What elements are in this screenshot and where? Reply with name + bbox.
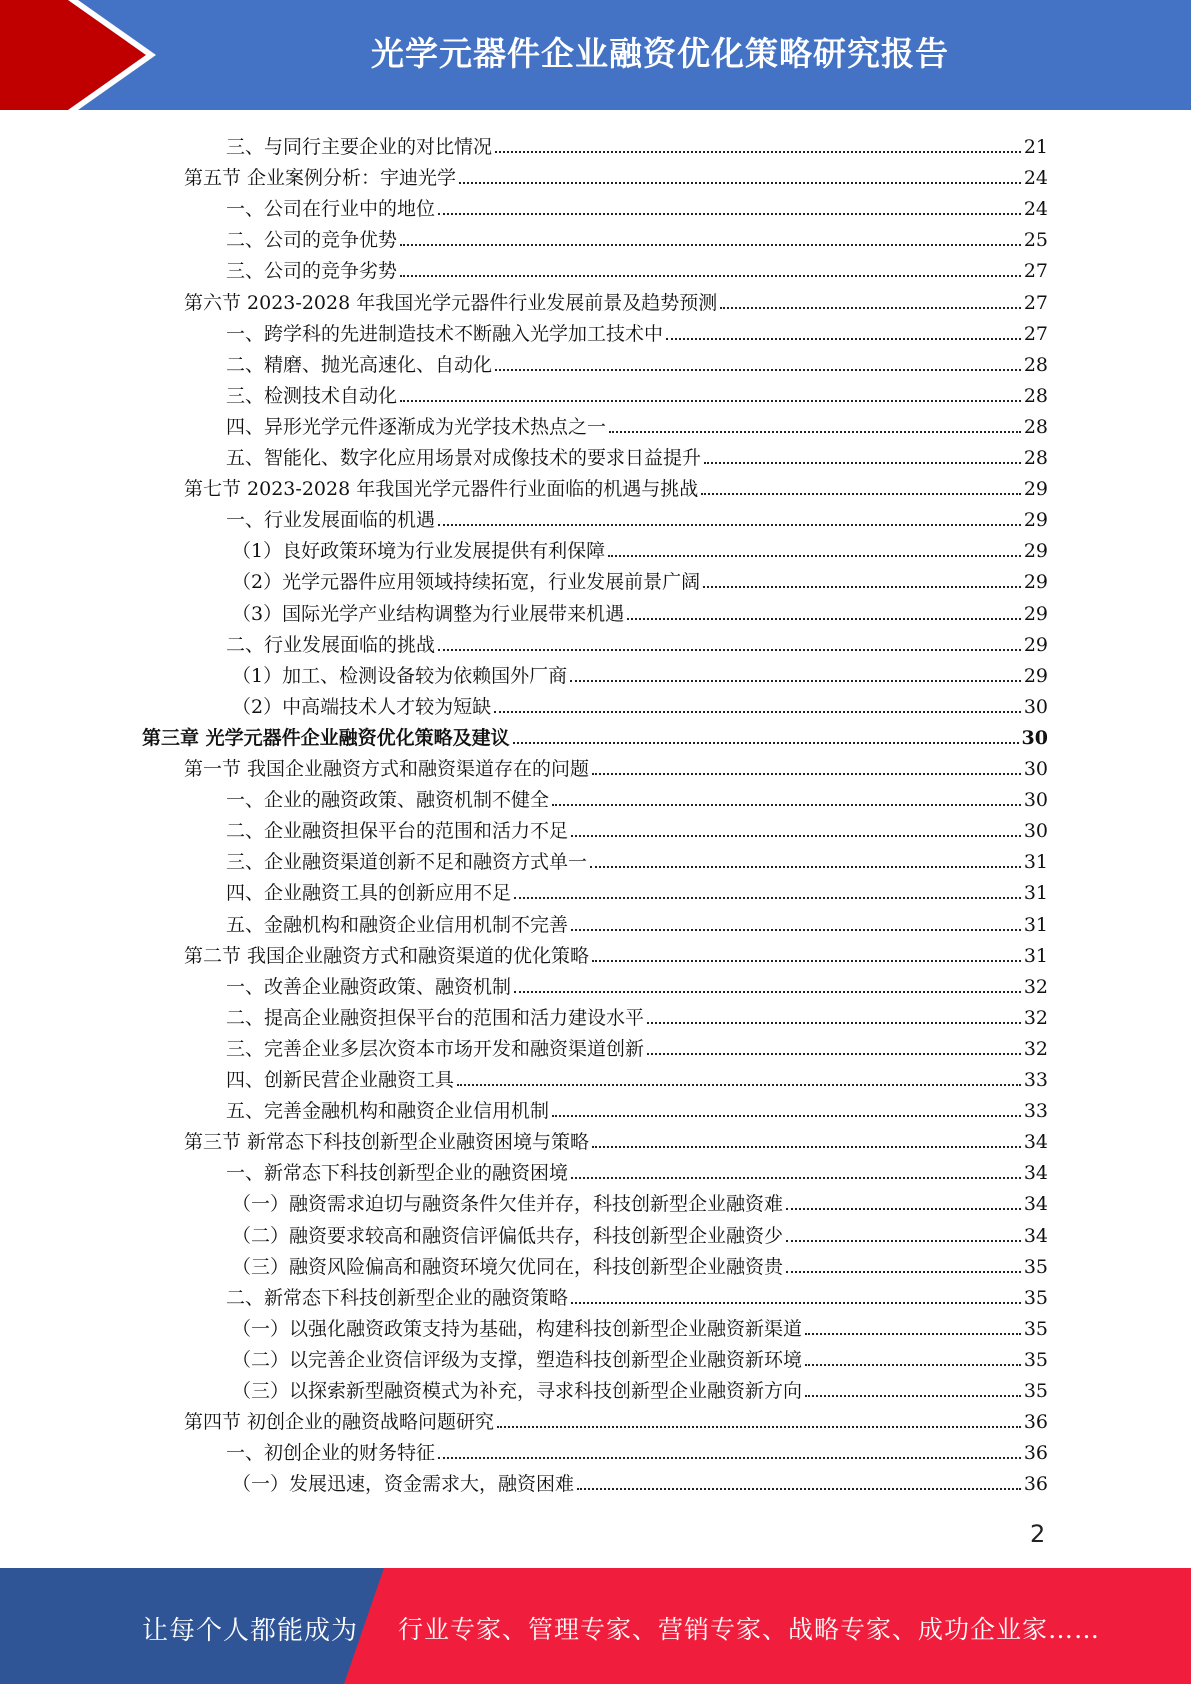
header-red-block (0, 0, 70, 110)
toc-entry-label: 二、提高企业融资担保平台的范围和活力建设水平 (226, 1006, 645, 1029)
toc-entry[interactable] (226, 874, 1048, 905)
page-number: 2 (1030, 1520, 1046, 1548)
toc-entry[interactable] (232, 532, 1048, 563)
toc-entry-page: 30 (1023, 789, 1048, 812)
toc-entry[interactable] (226, 1061, 1048, 1092)
toc-entry-page: 34 (1023, 1131, 1048, 1154)
toc-entry[interactable] (232, 563, 1048, 594)
toc-leader-dots (552, 1115, 1021, 1117)
toc-entry-page: 27 (1023, 291, 1048, 314)
toc-leader-dots (495, 151, 1021, 153)
toc-entry-page: 33 (1023, 1100, 1048, 1123)
toc-entry[interactable] (184, 1123, 1048, 1154)
toc-entry-label: 第一节 我国企业融资方式和融资渠道存在的问题 (184, 758, 590, 780)
toc-leader-dots (457, 1084, 1021, 1086)
toc-entry-page: 31 (1023, 851, 1048, 874)
toc-leader-dots (514, 897, 1021, 899)
toc-leader-dots (497, 1426, 1021, 1428)
toc-entry-page: 33 (1023, 1069, 1048, 1091)
toc-entry-label: （一）融资需求迫切与融资条件欠佳并存，科技创新型企业融资难 (232, 1193, 784, 1216)
toc-entry-label: 三、检测技术自动化 (226, 384, 398, 407)
toc-entry-page: 32 (1023, 1006, 1048, 1029)
toc-entry-label: （2）光学元器件应用领域持续拓宽，行业发展前景广阔 (232, 571, 701, 594)
toc-leader-dots (495, 369, 1021, 371)
toc-entry-page: 28 (1023, 353, 1048, 376)
toc-entry-label: 二、公司的竞争优势 (226, 229, 398, 252)
footer-banner (0, 1568, 1191, 1684)
toc-leader-dots (786, 1271, 1021, 1273)
toc-leader-dots (592, 1146, 1021, 1148)
toc-entry-page: 34 (1023, 1224, 1048, 1247)
toc-entry-page: 29 (1023, 478, 1048, 501)
toc-entry-page: 29 (1023, 571, 1048, 594)
toc-entry-label: 三、完善企业多层次资本市场开发和融资渠道创新 (226, 1037, 645, 1060)
toc-entry[interactable] (232, 1341, 1048, 1372)
toc-leader-dots (647, 1053, 1021, 1055)
toc-leader-dots (513, 742, 1019, 744)
toc-entry[interactable] (226, 221, 1048, 252)
toc-entry-page: 27 (1023, 260, 1048, 283)
toc-entry-label: 三、与同行主要企业的对比情况 (226, 136, 493, 158)
toc-entry-label: 一、企业的融资政策、融资机制不健全 (226, 789, 550, 812)
toc-entry-label: 一、跨学科的先进制造技术不断融入光学加工技术中 (226, 322, 664, 345)
toc-entry-label: 第六节 2023-2028 年我国光学元器件行业发展前景及趋势预测 (184, 291, 718, 314)
toc-entry-page: 24 (1023, 167, 1048, 190)
toc-leader-dots (786, 1208, 1021, 1210)
toc-entry[interactable] (226, 812, 1048, 843)
toc-entry-page: 29 (1023, 509, 1048, 532)
toc-entry-label: 四、企业融资工具的创新应用不足 (226, 882, 512, 905)
toc-entry-page: 31 (1023, 882, 1048, 905)
toc-entry-label: 二、新常态下科技创新型企业的融资策略 (226, 1286, 569, 1309)
toc-leader-dots (459, 182, 1021, 184)
toc-entry[interactable] (226, 1434, 1048, 1465)
toc-entry-page: 27 (1023, 322, 1048, 345)
toc-entry-page: 32 (1023, 975, 1048, 998)
toc-entry[interactable] (184, 284, 1048, 315)
toc-entry-page: 35 (1023, 1255, 1048, 1278)
toc-leader-dots (592, 773, 1021, 775)
toc-entry-page: 30 (1021, 726, 1048, 749)
toc-entry-label: 第七节 2023-2028 年我国光学元器件行业面临的机遇与挑战 (184, 478, 699, 501)
toc-entry-page: 35 (1023, 1348, 1048, 1371)
toc-leader-dots (609, 431, 1021, 433)
header-banner (0, 0, 1191, 110)
toc-entry-label: 四、异形光学元件逐渐成为光学技术热点之一 (226, 415, 607, 438)
toc-leader-dots (701, 493, 1021, 495)
toc-entry-label: 三、公司的竞争劣势 (226, 260, 398, 283)
toc-entry[interactable] (184, 937, 1048, 968)
toc-entry-label: （二）以完善企业资信评级为支撑，塑造科技创新型企业融资新环境 (232, 1348, 803, 1371)
toc-entry-page: 36 (1023, 1442, 1048, 1465)
toc-entry-label: 第二节 我国企业融资方式和融资渠道的优化策略 (184, 944, 590, 967)
toc-entry-label: 五、智能化、数字化应用场景对成像技术的要求日益提升 (226, 447, 702, 469)
toc-entry-label: 二、企业融资担保平台的范围和活力不足 (226, 820, 569, 843)
toc-entry[interactable] (232, 1310, 1048, 1341)
toc-entry-label: 一、公司在行业中的地位 (226, 198, 436, 221)
toc-entry[interactable] (232, 1185, 1048, 1216)
toc-leader-dots (438, 1457, 1021, 1459)
toc-entry[interactable] (226, 1279, 1048, 1310)
toc-leader-dots (438, 649, 1021, 651)
toc-entry[interactable] (226, 968, 1048, 999)
toc-entry-page: 31 (1023, 944, 1048, 967)
toc-entry[interactable] (226, 843, 1048, 874)
toc-leader-dots (577, 1488, 1021, 1490)
toc-entry[interactable] (184, 470, 1048, 501)
toc-leader-dots (704, 462, 1021, 464)
toc-leader-dots (571, 1302, 1021, 1304)
toc-leader-dots (805, 1395, 1021, 1397)
toc-entry-page: 31 (1023, 913, 1048, 936)
toc-leader-dots (608, 555, 1021, 557)
toc-entry-label: （一）发展迅速，资金需求大，融资困难 (232, 1473, 575, 1496)
toc-entry-label: 一、改善企业融资政策、融资机制 (226, 975, 512, 998)
toc-entry-page: 30 (1023, 820, 1048, 843)
toc-leader-dots (571, 1177, 1021, 1179)
toc-entry-label: 四、创新民营企业融资工具 (226, 1069, 455, 1091)
toc-entry[interactable] (226, 439, 1048, 470)
toc-entry[interactable] (226, 501, 1048, 532)
toc-leader-dots (571, 929, 1021, 931)
toc-entry[interactable] (142, 719, 1048, 750)
toc-entry-page: 29 (1023, 540, 1048, 563)
toc-entry[interactable] (226, 377, 1048, 408)
toc-leader-dots (805, 1364, 1021, 1366)
toc-entry[interactable] (226, 315, 1048, 346)
toc-entry-label: 二、精磨、抛光高速化、自动化 (226, 353, 493, 376)
toc-leader-dots (786, 1240, 1021, 1242)
toc-entry-label: 一、行业发展面临的机遇 (226, 509, 436, 532)
toc-entry-label: 二、行业发展面临的挑战 (226, 633, 436, 656)
toc-entry-page: 35 (1023, 1286, 1048, 1309)
toc-entry[interactable] (232, 1465, 1048, 1496)
toc-entry-label: （二）融资要求较高和融资信评偏低共存，科技创新型企业融资少 (232, 1224, 784, 1247)
toc-entry-page: 25 (1023, 229, 1048, 252)
toc-entry[interactable] (226, 346, 1048, 377)
toc-entry-page: 29 (1023, 633, 1048, 656)
toc-entry-label: 五、金融机构和融资企业信用机制不完善 (226, 913, 569, 936)
toc-entry[interactable] (232, 1217, 1048, 1248)
toc-entry[interactable] (232, 688, 1048, 719)
toc-entry[interactable] (184, 159, 1048, 190)
toc-entry[interactable] (226, 252, 1048, 283)
toc-entry-label: 三、企业融资渠道创新不足和融资方式单一 (226, 851, 588, 874)
toc-entry-label: 第三章 光学元器件企业融资优化策略及建议 (142, 726, 510, 749)
toc-entry-page: 28 (1023, 415, 1048, 438)
toc-entry[interactable] (226, 1030, 1048, 1061)
toc-entry-page: 30 (1023, 695, 1048, 718)
toc-entry-page: 28 (1023, 447, 1048, 469)
toc-entry-label: 一、新常态下科技创新型企业的融资困境 (226, 1162, 569, 1185)
toc-entry-label: 五、完善金融机构和融资企业信用机制 (226, 1100, 550, 1123)
toc-entry-page: 24 (1023, 198, 1048, 221)
toc-entry[interactable] (226, 999, 1048, 1030)
toc-entry-label: 一、初创企业的财务特征 (226, 1442, 436, 1465)
toc-leader-dots (805, 1333, 1021, 1335)
toc-entry[interactable] (184, 750, 1048, 781)
toc-leader-dots (438, 524, 1021, 526)
toc-entry-label: （三）以探索新型融资模式为补充，寻求科技创新型企业融资新方向 (232, 1380, 803, 1402)
toc-entry-page: 34 (1023, 1193, 1048, 1216)
toc-entry-label: （一）以强化融资政策支持为基础，构建科技创新型企业融资新渠道 (232, 1317, 803, 1340)
toc-entry-page: 21 (1023, 136, 1048, 158)
toc-leader-dots (666, 338, 1021, 340)
toc-entry[interactable] (232, 1372, 1048, 1403)
toc-entry[interactable] (226, 1154, 1048, 1185)
toc-entry-page: 28 (1023, 384, 1048, 407)
toc-leader-dots (400, 275, 1021, 277)
toc-entry-label: （1）良好政策环境为行业发展提供有利保障 (232, 540, 606, 563)
footer-slogan-left: 让每个人都能成为 (142, 1616, 359, 1646)
toc-entry[interactable] (226, 1092, 1048, 1123)
toc-entry[interactable] (184, 1403, 1048, 1434)
toc-entry-page: 36 (1023, 1411, 1048, 1434)
toc-leader-dots (647, 1022, 1021, 1024)
toc-leader-dots (400, 400, 1021, 402)
header-chevron-icon (68, 0, 164, 110)
toc-leader-dots (400, 244, 1021, 246)
toc-leader-dots (590, 866, 1021, 868)
toc-leader-dots (514, 991, 1021, 993)
toc-leader-dots (627, 618, 1021, 620)
toc-leader-dots (438, 213, 1021, 215)
toc-entry-label: （2）中高端技术人才较为短缺 (232, 695, 492, 718)
toc-entry[interactable] (226, 626, 1048, 657)
toc-entry[interactable] (226, 781, 1048, 812)
toc-leader-dots (703, 586, 1021, 588)
toc-leader-dots (720, 307, 1021, 309)
toc-entry[interactable] (232, 1248, 1048, 1279)
toc-entry[interactable] (232, 595, 1048, 626)
toc-entry-label: （3）国际光学产业结构调整为行业展带来机遇 (232, 602, 625, 625)
toc-entry-label: （三）融资风险偏高和融资环境欠优同在，科技创新型企业融资贵 (232, 1255, 784, 1278)
toc-entry[interactable] (226, 128, 1048, 159)
toc-entry-page: 29 (1023, 664, 1048, 687)
toc-entry[interactable] (226, 906, 1048, 937)
toc-entry-label: 第五节 企业案例分析：宇迪光学 (184, 167, 457, 190)
toc-entry-page: 36 (1023, 1473, 1048, 1496)
toc-entry[interactable] (226, 408, 1048, 439)
toc-leader-dots (570, 680, 1021, 682)
toc-entry-page: 35 (1023, 1380, 1048, 1402)
footer-slogan-right: 行业专家、管理专家、营销专家、战略专家、成功企业家…… (398, 1615, 1101, 1644)
document-title: 光学元器件企业融资优化策略研究报告 (371, 34, 949, 73)
toc-leader-dots (592, 960, 1021, 962)
toc-entry-page: 34 (1023, 1162, 1048, 1185)
toc-entry-page: 29 (1023, 602, 1048, 625)
toc-entry[interactable] (226, 190, 1048, 221)
toc-entry-page: 35 (1023, 1317, 1048, 1340)
toc-leader-dots (494, 711, 1021, 713)
toc-entry-page: 30 (1023, 758, 1048, 780)
toc-leader-dots (552, 804, 1021, 806)
toc-entry-label: 第三节 新常态下科技创新型企业融资困境与策略 (184, 1131, 590, 1154)
toc-leader-dots (571, 835, 1021, 837)
toc-entry-label: （1）加工、检测设备较为依赖国外厂商 (232, 664, 568, 687)
toc-entry[interactable] (232, 657, 1048, 688)
toc-entry-page: 32 (1023, 1037, 1048, 1060)
toc-entry-label: 第四节 初创企业的融资战略问题研究 (184, 1411, 495, 1434)
